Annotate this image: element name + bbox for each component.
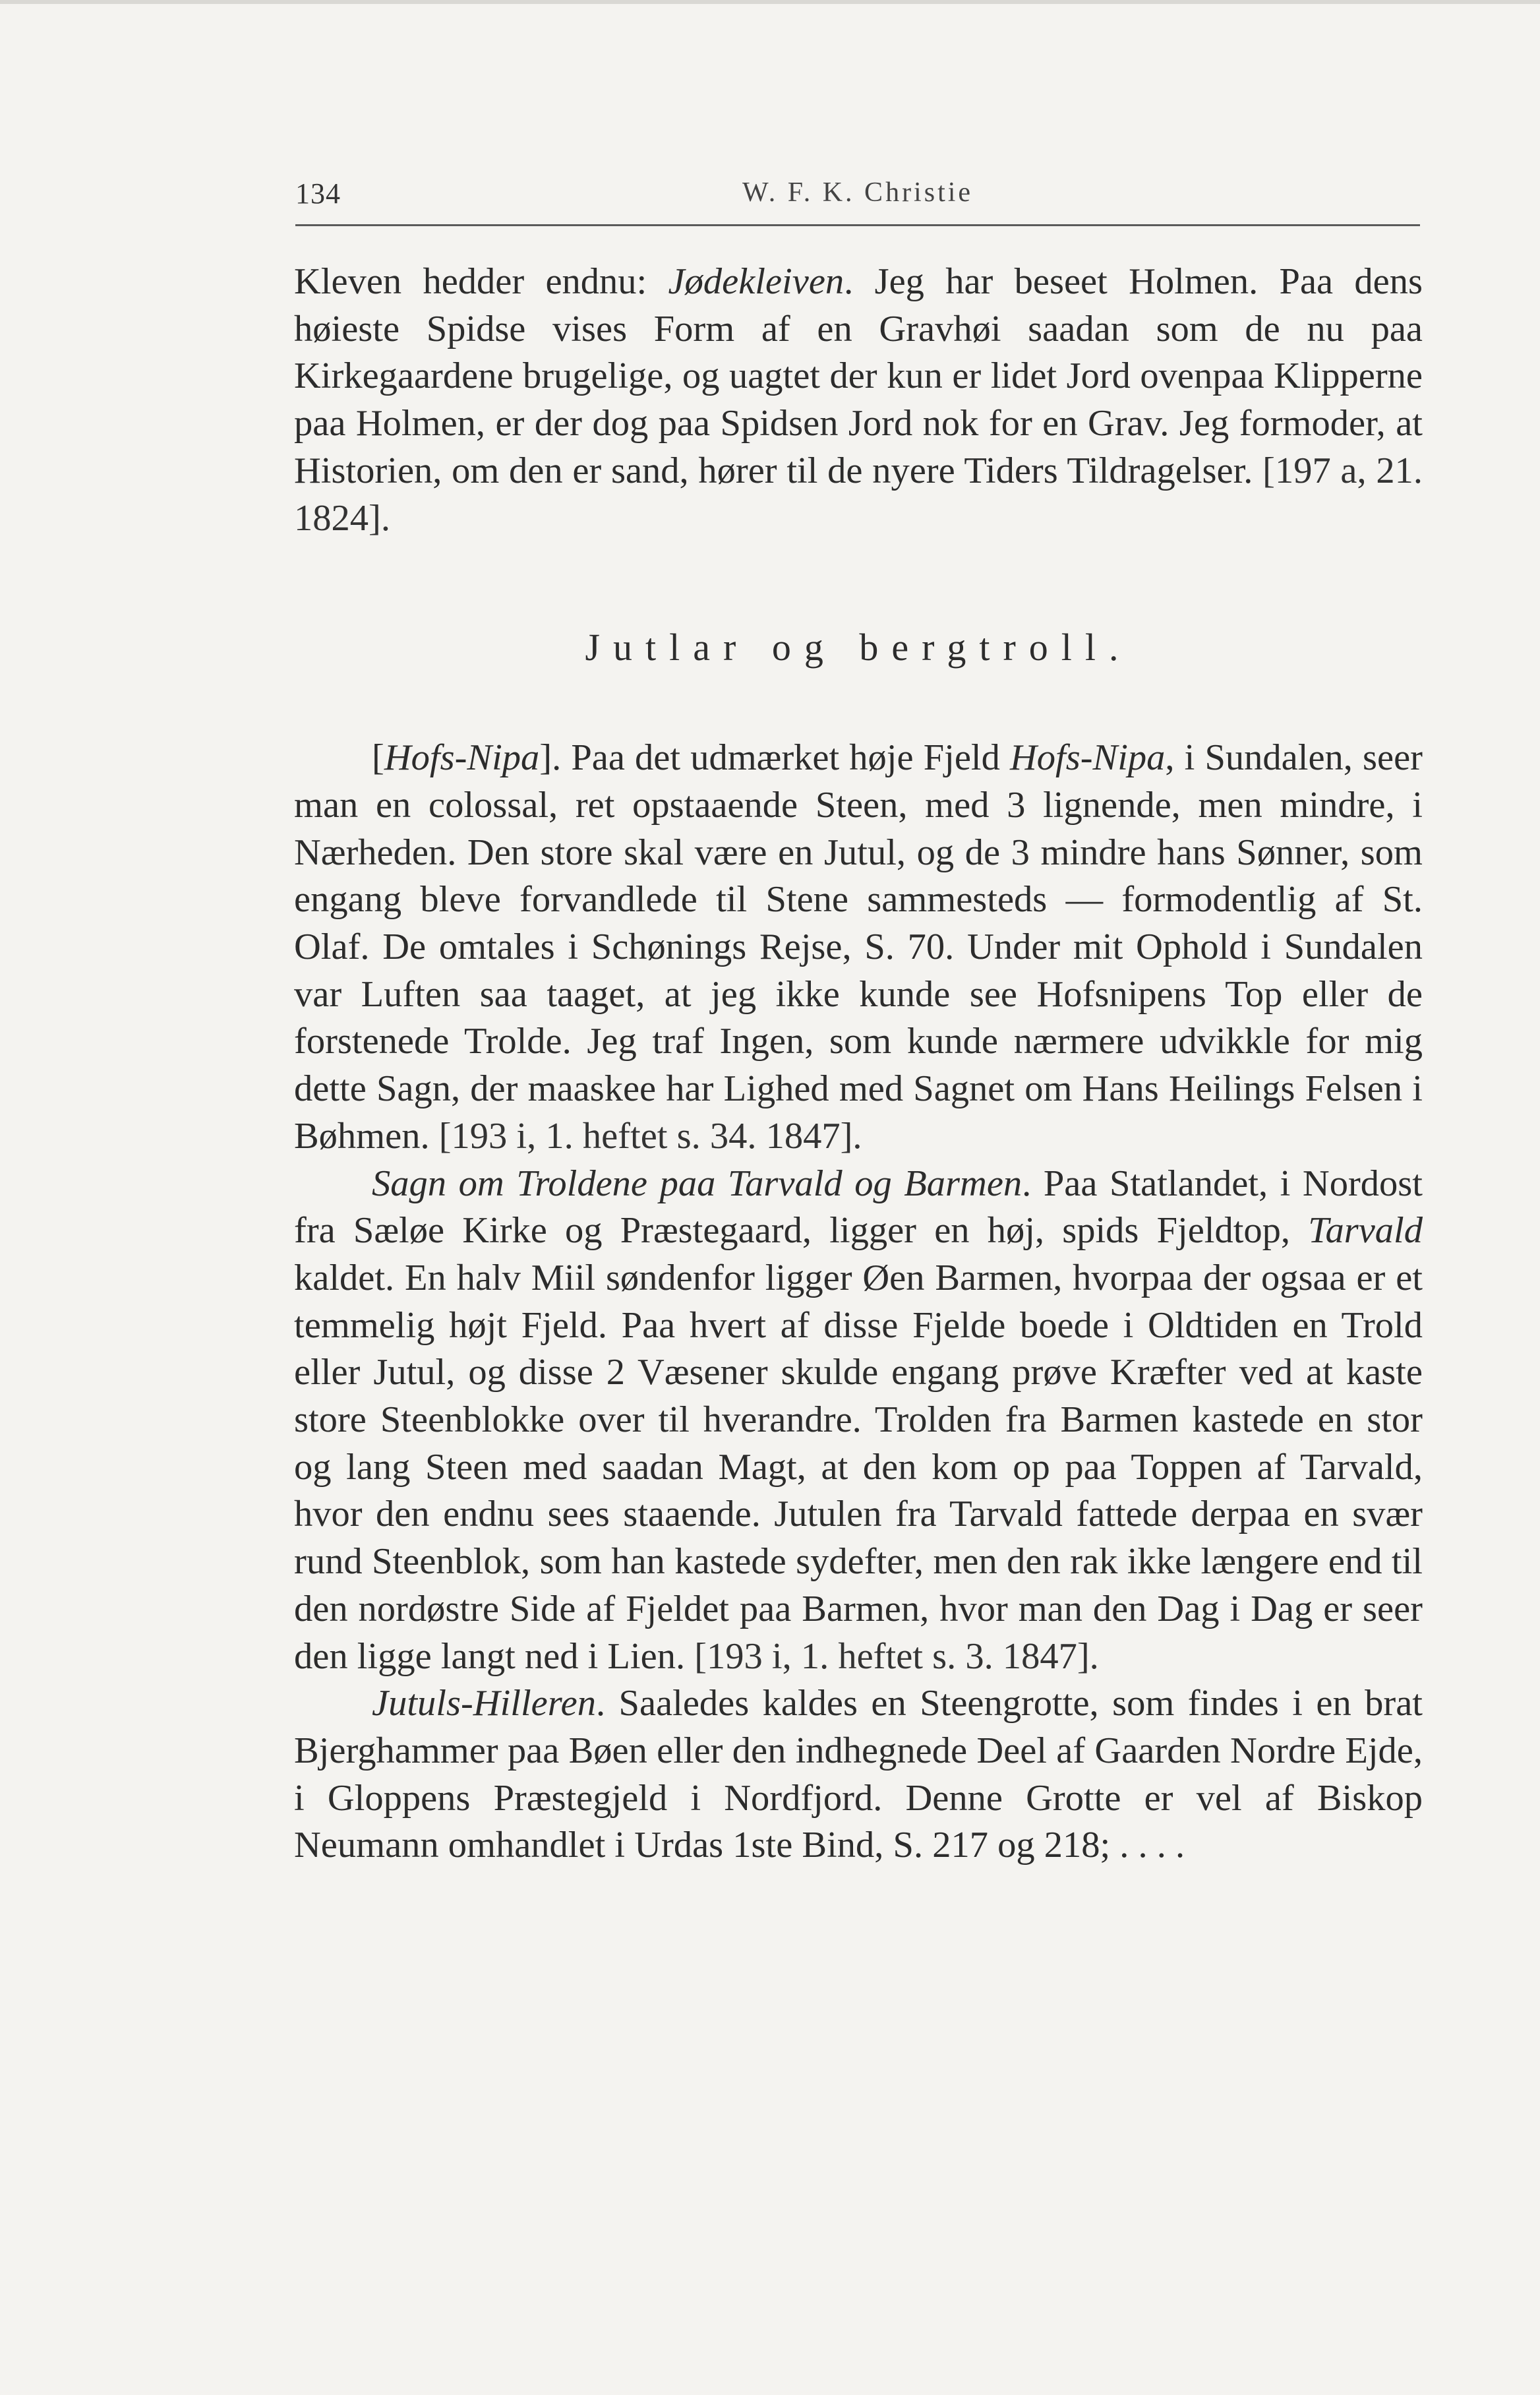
paragraph-hofs-nipa: [Hofs-Nipa]. Paa det udmærket høje Fjeld Hofs-Nipa, i Sundalen, seer man en colossal, ret opstaaende Steen, med 3 lignende, men mindre, i Nærheden. Den store skal være en Jutul, og de 3 mindre hans Sønner, som engang bleve forvandlede til Stene sammesteds — formodentlig af St. Olaf. De omtales i Schønings Rejse, S. 70. Under mit Ophold i Sundalen var Luften saa taaget, at jeg ikke kunde see Hofsnipens Top eller de forstenede Trolde. Jeg traf Ingen, som kunde nærmere udvikkle for mig dette Sagn, der maaskee har Lighed med Sagnet om Hans Heilings Felsen i Bøhmen. [193 i, 1. heftet s. 34. 1847]. <box>294 737 1423 1157</box>
heading-hofs-nipa: Hofs-Nipa <box>384 737 540 779</box>
heading-sagn-tarvald-barmen: Sagn om Troldene paa Tarvald og Barmen <box>372 1163 1022 1204</box>
heading-jutuls-hilleren: Jutuls-Hilleren <box>372 1683 596 1724</box>
section-title: Jutlar og bergtroll. <box>585 626 1132 669</box>
place-name-tarvald: Tarvald <box>1308 1210 1423 1252</box>
source-reference: [197 a, 21. 1824]. <box>294 450 1423 539</box>
place-name-hofs-nipa: Hofs-Nipa <box>1009 737 1166 779</box>
source-reference: [193 i, 1. heftet s. 3. 1847]. <box>694 1635 1099 1677</box>
paragraph-tarvald-barmen: Sagn om Troldene paa Tarvald og Barmen. Paa Statlandet, i Nordost fra Sæløe Kirke og Præstegaard, ligger en høj, spids Fjeldtop, Tarvald kaldet. En halv Miil søndenfor ligger Øen Barmen, hvorpaa der ogsaa er et temmelig højt Fjeld. Paa hvert af disse Fjelde boede i Oldtiden en Trold eller Jutul, og disse 2 Væsener skulde engang prøve Kræfter ved at kaste store Steenblokke over til hverandre. Trolden fra Barmen kastede en stor og lang Steen med saadan Magt, at den kom op paa Toppen af Tarvald, hvor den endnu sees staaende. Jutulen fra Tarvald fattede derpaa en svær rund Steenblok, som han kastede sydefter, men den rak ikke længere end til den nordøstre Side af Fjeldet paa Barmen, hvor man den Dag i Dag er seer den ligge langt ned i Lien. [193 i, 1. heftet s. 3. 1847]. <box>294 1163 1423 1677</box>
paragraph-jodekleiven: Kleven hedder endnu: Jødekleiven. Jeg har beseet Holmen. Paa dens høieste Spidse vises Form af en Gravhøi saadan som de nu paa Kirkegaardene brugelige, og uagtet der kun er lidet Jord ovenpaa Klipperne paa Holmen, er der dog paa Spidsen Jord nok for en Grav. Jeg formoder, at Historien, om den er sand, hører til de nyere Tiders Tildragelser. [197 a, 21. 1824]. <box>294 261 1423 539</box>
page-header <box>295 177 1420 223</box>
page-top-edge <box>0 0 1540 4</box>
paragraph-jutuls-hilleren: Jutuls-Hilleren. Saaledes kaldes en Steengrotte, som findes i en brat Bjerghammer paa Bøen eller den indhegnede Deel af Gaarden Nordre Ejde, i Gloppens Præstegjeld i Nordfjord. Denne Grotte er vel af Biskop Neumann omhandlet i Urdas 1ste Bind, S. 217 og 218; . . . . <box>294 1683 1423 1866</box>
place-name-jodekleiven: Jødekleiven <box>668 261 844 302</box>
header-rule <box>295 224 1420 226</box>
source-reference: [193 i, 1. heftet s. 34. 1847]. <box>438 1115 862 1157</box>
running-head: W. F. K. Christie <box>742 177 974 208</box>
page-number: 134 <box>295 177 341 210</box>
body-text <box>294 258 1423 1869</box>
